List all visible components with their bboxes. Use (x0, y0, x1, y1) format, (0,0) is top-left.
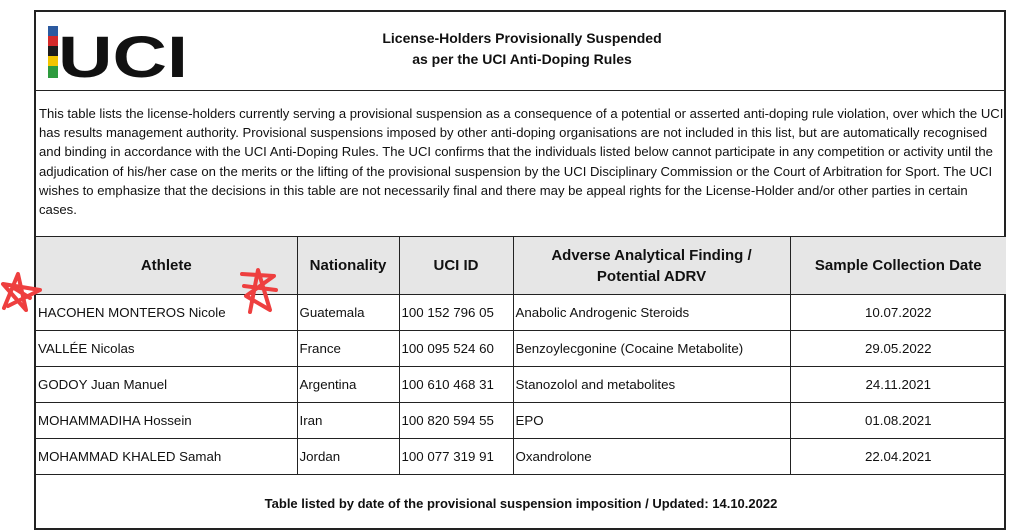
cell-uci-id: 100 610 468 31 (399, 367, 513, 403)
annotation-scribble-icon (236, 266, 282, 316)
logo-stripe-red (48, 36, 58, 46)
cell-nationality: France (297, 331, 399, 367)
cell-nationality: Iran (297, 403, 399, 439)
logo-stripe-blue (48, 26, 58, 36)
cell-uci-id: 100 820 594 55 (399, 403, 513, 439)
table-row (36, 295, 1006, 331)
table-row (36, 367, 1006, 403)
suspension-table (36, 236, 1006, 475)
cell-athlete: VALLÉE Nicolas (36, 331, 297, 367)
document-header (36, 12, 1004, 91)
col-header-nationality: Nationality (297, 237, 399, 295)
cell-athlete: MOHAMMAD KHALED Samah (36, 439, 297, 475)
cell-finding: EPO (513, 403, 790, 439)
document-page (34, 10, 1006, 530)
cell-finding: Oxandrolone (513, 439, 790, 475)
title-line-2: as per the UCI Anti-Doping Rules (412, 51, 632, 67)
cell-uci-id: 100 077 319 91 (399, 439, 513, 475)
cell-uci-id: 100 152 796 05 (399, 295, 513, 331)
uci-logo (48, 26, 190, 78)
table-footer-note: Table listed by date of the provisional suspension imposition / Updated: 14.10.2022 (264, 496, 778, 511)
cell-nationality: Guatemala (297, 295, 399, 331)
table-row (36, 403, 1006, 439)
annotation-star-icon (0, 268, 44, 316)
col-header-sample-date: Sample Collection Date (790, 237, 1006, 295)
cell-athlete: MOHAMMADIHA Hossein (36, 403, 297, 439)
cell-nationality: Argentina (297, 367, 399, 403)
cell-athlete: GODOY Juan Manuel (36, 367, 297, 403)
cell-sample-date: 22.04.2021 (790, 439, 1006, 475)
logo-stripe-green (48, 66, 58, 78)
table-row (36, 439, 1006, 475)
cell-sample-date: 10.07.2022 (790, 295, 1006, 331)
cell-athlete: HACOHEN MONTEROS Nicole (36, 295, 297, 331)
document-title (306, 28, 738, 70)
cell-sample-date: 29.05.2022 (790, 331, 1006, 367)
table-header-row (36, 237, 1006, 295)
cell-finding: Anabolic Androgenic Steroids (513, 295, 790, 331)
logo-stripe-black (48, 46, 58, 56)
cell-finding: Stanozolol and metabolites (513, 367, 790, 403)
cell-sample-date: 24.11.2021 (790, 367, 1006, 403)
col-header-uci-id: UCI ID (399, 237, 513, 295)
table-row (36, 331, 1006, 367)
logo-stripe-yellow (48, 56, 58, 66)
cell-uci-id: 100 095 524 60 (399, 331, 513, 367)
title-line-1: License-Holders Provisionally Suspended (382, 30, 662, 46)
col-header-athlete: Athlete (36, 237, 297, 295)
cell-finding: Benzoylecgonine (Cocaine Metabolite) (513, 331, 790, 367)
col-header-finding: Adverse Analytical Finding / Potential ADRV (513, 237, 790, 295)
description-paragraph: This table lists the license-holders currently serving a provisional suspension as a consequence of a potential or asserted anti-doping rule violation, over which the UCI has results management authority. Provisional suspensions imposed by other anti-doping organisations are not included in this list, but are automatically recognised and binding in accordance with the UCI Anti-Doping Rules. The UCI confirms that the individuals listed below cannot participate in any competition or activity until the adjudication of his/her case on the merits or the lifting of the provisional suspension by the UCI Disciplinary Commission or the Court of Arbitration for Sport. The UCI wishes to emphasize that the decisions in this table are not necessarily final and there may be appeal rights for the License-Holder and/or other parties in certain cases. (39, 106, 1004, 218)
logo-text: UCI (58, 26, 188, 78)
cell-nationality: Jordan (297, 439, 399, 475)
cell-sample-date: 01.08.2021 (790, 403, 1006, 439)
